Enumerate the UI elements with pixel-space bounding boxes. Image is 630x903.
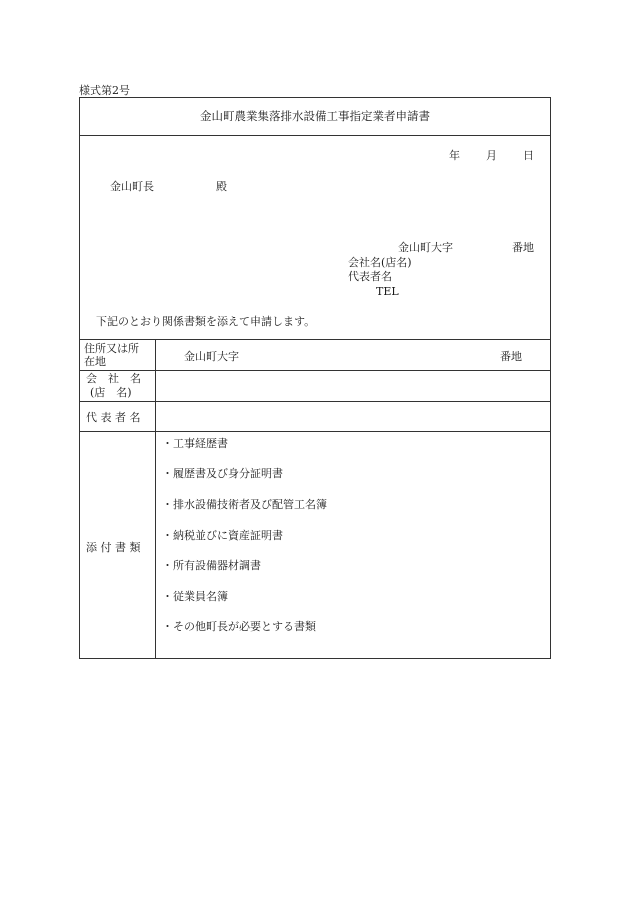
application-statement: 下記のとおり関係書類を添えて申請します。 <box>96 315 316 328</box>
company-label-line1: 会 社 名 <box>86 372 141 385</box>
applicant-address-prefix: 金山町大字 <box>398 241 453 254</box>
form-number: 様式第2号 <box>79 84 130 97</box>
attachment-item: ・工事経歴書 <box>162 437 228 450</box>
company-label <box>80 372 155 400</box>
attachment-item: ・履歴書及び身分証明書 <box>162 467 283 480</box>
attachment-item: ・納税並びに資産証明書 <box>162 529 283 542</box>
column-divider <box>155 339 156 658</box>
attachment-item: ・排水設備技術者及び配管工名簿 <box>162 498 327 511</box>
form-title: 金山町農業集落排水設備工事指定業者申請書 <box>80 98 550 136</box>
date-year: 年 <box>449 149 460 162</box>
row-divider <box>80 431 550 432</box>
attachment-item: ・所有設備器材調書 <box>162 559 261 572</box>
applicant-address-suffix: 番地 <box>512 241 534 254</box>
row-divider <box>80 401 550 402</box>
address-value-suffix: 番地 <box>500 350 522 363</box>
addressee: 金山町長 <box>110 180 154 193</box>
application-form <box>79 97 551 659</box>
attachments-label: 添 付 書 類 <box>86 541 141 554</box>
row-divider <box>80 370 550 371</box>
date-day: 日 <box>523 149 534 162</box>
applicant-representative-label: 代表者名 <box>348 270 392 283</box>
attachment-item: ・従業員名簿 <box>162 590 228 603</box>
address-label-line1: 住所又は所 <box>84 342 139 355</box>
address-label-line2: 在地 <box>84 355 106 368</box>
date-month: 月 <box>486 149 497 162</box>
company-label-line2: (店 名) <box>90 386 132 399</box>
address-label <box>80 342 159 368</box>
representative-label: 代 表 者 名 <box>86 411 141 424</box>
address-value-prefix: 金山町大字 <box>184 350 239 363</box>
attachment-item: ・その他町長が必要とする書類 <box>162 620 316 633</box>
date-line <box>449 147 534 163</box>
applicant-company-label: 会社名(店名) <box>348 256 412 269</box>
honorific: 殿 <box>216 180 227 193</box>
applicant-tel-label: TEL <box>376 285 399 298</box>
table-top-border <box>80 339 550 340</box>
